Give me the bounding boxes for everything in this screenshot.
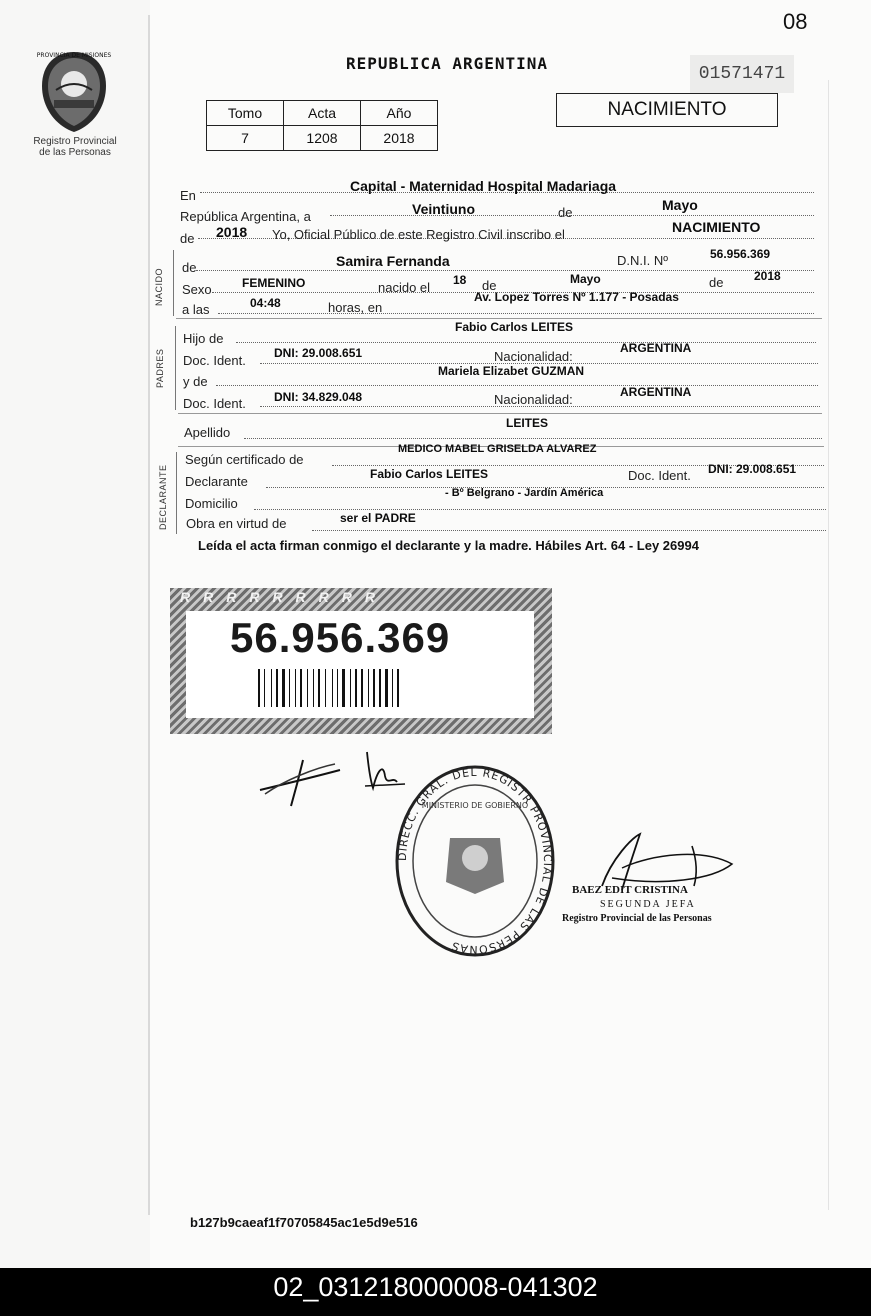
- serial-number: 01571471: [690, 55, 794, 93]
- mother-name: Mariela Elizabet GUZMAN: [438, 364, 585, 378]
- child-name: Samira Fernanda: [336, 253, 450, 269]
- registry-table: [206, 100, 438, 151]
- apellido-value: LEITES: [506, 416, 549, 430]
- birth-day: 18: [453, 273, 467, 287]
- apellido-label: Apellido: [184, 425, 231, 440]
- birth-year: 2018: [754, 269, 781, 283]
- obra-value: ser el PADRE: [340, 511, 416, 525]
- certificado-label: Según certificado de: [185, 452, 304, 467]
- year-value: 2018: [216, 224, 248, 240]
- nacionalidad-label: Nacionalidad:: [494, 349, 573, 364]
- en-label: En: [180, 188, 196, 203]
- dotted-line: [218, 313, 814, 314]
- svg-text:DIRECC. GRAL. DEL REGISTR PROV: DIRECC. GRAL. DEL REGISTR PROVINCIAL DE LAS PERSONAS: [395, 765, 555, 957]
- de-label: de: [558, 205, 573, 220]
- crest-label: [20, 136, 130, 158]
- child-dni: 56.956.369: [710, 247, 771, 261]
- barcode-bar: [264, 669, 265, 707]
- stamp-pattern-text: RRRRRRRRR: [180, 589, 388, 605]
- legal-note: Leída el acta firman conmigo el declarante y la madre. Hábiles Art. 64 - Ley 26994: [198, 538, 699, 553]
- page-edge-line: [828, 80, 829, 1210]
- section-divider: [178, 413, 822, 414]
- obra-label: Obra en virtud de: [186, 516, 287, 531]
- nacido-section-label: NACIDO: [154, 267, 164, 306]
- doc-label: Doc. Ident.: [183, 396, 246, 411]
- certificado-value: MEDICO MABEL GRISELDA ALVAREZ: [398, 443, 597, 455]
- barcode-bar: [337, 669, 338, 707]
- registry-header-ano: Año: [361, 101, 438, 126]
- barcode-bar: [379, 669, 381, 707]
- padres-section-label: PADRES: [155, 348, 165, 388]
- barcode-bar: [313, 669, 314, 707]
- footer-document-id: 02_031218000008-041302: [273, 1272, 598, 1302]
- svg-text:MINISTERIO DE GOBIERNO: MINISTERIO DE GOBIERNO: [421, 801, 529, 810]
- registry-value-acta: 1208: [284, 126, 361, 151]
- birth-time: 04:48: [250, 296, 281, 310]
- crest-label-line-2: de las Personas: [39, 147, 111, 158]
- place-value: Capital - Maternidad Hospital Madariaga: [350, 178, 617, 194]
- barcode-bar: [300, 669, 302, 707]
- barcode-bar: [318, 669, 320, 707]
- father-nationality: ARGENTINA: [620, 341, 692, 355]
- domicilio-label: Domicilio: [185, 496, 238, 511]
- declarante-label: Declarante: [185, 474, 248, 489]
- registry-header-tomo: Tomo: [207, 101, 284, 126]
- barcode-bar: [258, 669, 260, 707]
- hijo-label: Hijo de: [183, 331, 224, 346]
- left-margin: [0, 0, 150, 1268]
- signer-organization: Registro Provincial de las Personas: [562, 913, 712, 924]
- dni-label: D.N.I. Nº: [617, 253, 668, 268]
- registry-seal-icon: [392, 762, 558, 960]
- provincial-crest-icon: [36, 48, 112, 134]
- a-las-label: a las: [182, 302, 210, 317]
- dotted-line: [196, 270, 814, 271]
- page-number: 08: [783, 9, 808, 34]
- de-label: de: [180, 231, 195, 246]
- registry-value-ano: 2018: [361, 126, 438, 151]
- barcode-bar: [350, 669, 351, 707]
- dotted-line: [236, 342, 816, 343]
- barcode-bar: [355, 669, 357, 707]
- dotted-line: [254, 509, 826, 510]
- barcode-icon: [258, 669, 470, 707]
- barcode-bar: [373, 669, 375, 707]
- barcode-bar: [307, 669, 308, 707]
- father-doc: DNI: 29.008.651: [274, 346, 363, 360]
- barcode-bar: [325, 669, 326, 707]
- barcode-bar: [295, 669, 296, 707]
- republica-label: República Argentina, a: [180, 209, 311, 224]
- birth-address: Av. Lopez Torres Nº 1.177 - Posadas: [474, 290, 679, 304]
- barcode-bar: [397, 669, 399, 707]
- barcode-bar: [271, 669, 272, 707]
- horas-label: horas, en: [328, 300, 383, 315]
- signer-name: BAEZ EDIT CRISTINA: [572, 884, 688, 896]
- padres-bracket: [175, 326, 176, 410]
- registry-header-row: [207, 101, 438, 126]
- domicilio-value: - Bº Belgrano - Jardín América: [445, 487, 604, 499]
- document-title: REPUBLICA ARGENTINA: [346, 54, 549, 73]
- dotted-line: [216, 385, 818, 386]
- barcode-bar: [368, 669, 369, 707]
- act-type-box: NACIMIENTO: [556, 93, 778, 127]
- crest-label-line-1: Registro Provincial: [33, 136, 117, 147]
- de-label: de: [709, 275, 724, 290]
- document-hash: b127b9caeaf1f70705845ac1e5d9e516: [190, 1215, 418, 1230]
- barcode-bar: [342, 669, 345, 707]
- registry-value-row: [207, 126, 438, 151]
- mother-doc: DNI: 34.829.048: [274, 390, 363, 404]
- barcode-bar: [289, 669, 290, 707]
- declarante-name: Fabio Carlos LEITES: [370, 467, 489, 481]
- declarante-bracket: [176, 452, 177, 534]
- registry-header-acta: Acta: [284, 101, 361, 126]
- barcode-bar: [276, 669, 278, 707]
- mother-nationality: ARGENTINA: [620, 385, 692, 399]
- declarante-signature-icon: [255, 742, 415, 812]
- page-margin-line: [148, 15, 150, 1215]
- registry-value-tomo: 7: [207, 126, 284, 151]
- de-label: de: [182, 260, 197, 275]
- dotted-line: [312, 530, 826, 531]
- barcode-bar: [282, 669, 285, 707]
- barcode-bar: [385, 669, 388, 707]
- barcode-bar: [332, 669, 333, 707]
- month-value: Mayo: [662, 197, 698, 213]
- day-value: Veintiuno: [412, 201, 475, 217]
- dotted-line: [244, 438, 822, 439]
- signer-role: SEGUNDA JEFA: [600, 899, 696, 910]
- barcode-bar: [392, 669, 393, 707]
- nacionalidad-label: Nacionalidad:: [494, 392, 573, 407]
- nacido-bracket: [173, 250, 174, 316]
- section-divider: [176, 318, 822, 319]
- nacido-label: nacido el: [378, 280, 431, 295]
- sexo-value: FEMENINO: [242, 276, 306, 290]
- de-label: de: [482, 278, 497, 293]
- sexo-label: Sexo: [182, 282, 212, 297]
- declarante-section-label: DECLARANTE: [158, 464, 168, 530]
- svg-text:PROVINCIA DE MISIONES: PROVINCIA DE MISIONES: [36, 52, 112, 59]
- doc-label: Doc. Ident.: [183, 353, 246, 368]
- birth-month: Mayo: [570, 272, 601, 286]
- barcode-bar: [361, 669, 363, 707]
- father-name: Fabio Carlos LEITES: [455, 320, 574, 334]
- stamp-dni-number: 56.956.369: [230, 614, 451, 661]
- declarante-doc: DNI: 29.008.651: [708, 462, 797, 476]
- y-de-label: y de: [183, 374, 208, 389]
- doc-ident-label: Doc. Ident.: [628, 468, 691, 483]
- oficial-text: Yo, Oficial Público de este Registro Civil inscribo el: [272, 227, 565, 242]
- act-type-value: NACIMIENTO: [672, 219, 761, 235]
